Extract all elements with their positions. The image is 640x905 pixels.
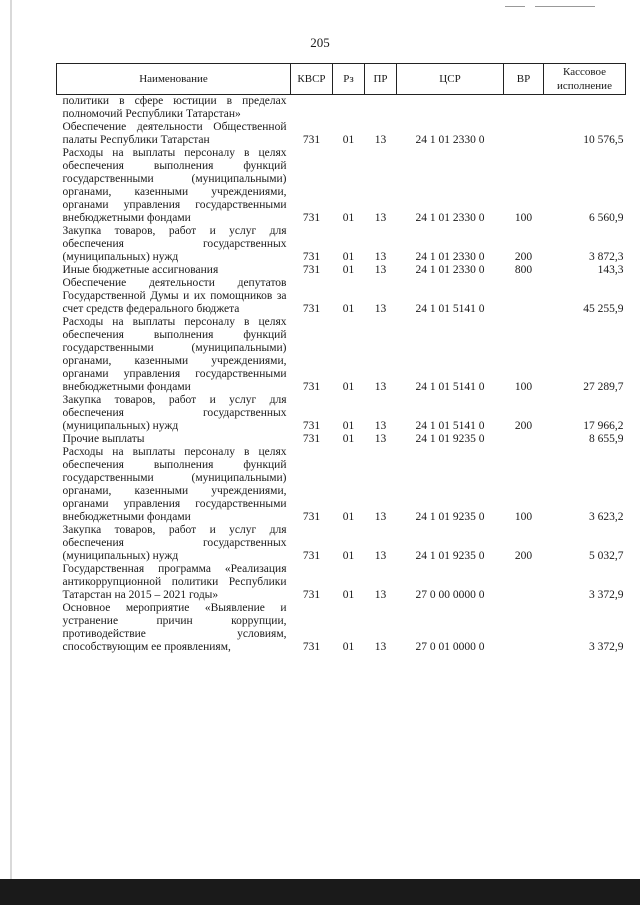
row-kvsr: 731 <box>302 550 321 562</box>
row-kvsr: 731 <box>302 134 321 146</box>
row-kvsr: 731 <box>302 251 321 263</box>
row-kvsr: 731 <box>302 433 321 445</box>
row-name: Расходы на выплаты персоналу в целях обеспечения выполнения функций государственными (муниципальными) органами, казенными учреждениями, органами управления государственными внебюджетными фондами <box>62 446 287 523</box>
row-rz: 01 <box>342 251 355 263</box>
table-row <box>57 225 626 264</box>
row-pr: 13 <box>374 641 387 653</box>
row-amount: 3 372,9 <box>589 641 624 653</box>
page-number: 205 <box>310 35 330 50</box>
header-vr: ВР <box>504 64 544 95</box>
row-csr: 24 1 01 9235 0 <box>415 550 485 562</box>
row-vr <box>504 277 544 316</box>
row-name: Прочие выплаты <box>62 433 145 445</box>
header-kvsr: КВСР <box>291 64 333 95</box>
row-rz <box>333 95 365 122</box>
row-vr: 100 <box>514 381 533 393</box>
row-name: Иные бюджетные ассигнования <box>62 264 219 276</box>
row-csr: 24 1 01 5141 0 <box>415 303 485 315</box>
row-amount: 8 655,9 <box>589 433 624 445</box>
row-kvsr: 731 <box>302 511 321 523</box>
row-name: Расходы на выплаты персоналу в целях обеспечения выполнения функций государственными (муниципальными) органами, казенными учреждениями, органами управления государственными внебюджетными фондами <box>62 147 287 224</box>
row-rz: 01 <box>342 303 355 315</box>
row-amount: 5 032,7 <box>589 550 624 562</box>
table-row <box>57 524 626 563</box>
row-kvsr: 731 <box>302 589 321 601</box>
row-pr: 13 <box>374 511 387 523</box>
row-name: Закупка товаров, работ и услуг для обеспечения государственных (муниципальных) нужд <box>62 225 287 263</box>
row-name: Обеспечение деятельности депутатов Государственной Думы и их помощников за счет средств федерального бюджета <box>62 277 287 315</box>
row-csr: 27 0 01 0000 0 <box>415 641 485 653</box>
row-csr: 24 1 01 2330 0 <box>415 134 485 146</box>
row-kvsr: 731 <box>302 641 321 653</box>
row-amount: 143,3 <box>597 264 624 276</box>
row-csr: 24 1 01 2330 0 <box>415 212 485 224</box>
row-csr: 27 0 00 0000 0 <box>415 589 485 601</box>
table-row <box>57 563 626 602</box>
header-pr: ПР <box>365 64 397 95</box>
row-rz: 01 <box>342 264 355 276</box>
table-row <box>57 602 626 654</box>
row-csr: 24 1 01 2330 0 <box>415 251 485 263</box>
row-name: Расходы на выплаты персоналу в целях обеспечения выполнения функций государственными (муниципальными) органами, казенными учреждениями, органами управления государственными внебюджетными фондами <box>62 316 287 393</box>
row-vr <box>504 602 544 654</box>
row-pr: 13 <box>374 589 387 601</box>
row-name: Обеспечение деятельности Общественной палаты Республики Татарстан <box>62 121 287 146</box>
table-row <box>57 147 626 225</box>
row-csr: 24 1 01 2330 0 <box>415 264 485 276</box>
table-row <box>57 394 626 433</box>
row-csr: 24 1 01 9235 0 <box>415 511 485 523</box>
row-pr: 13 <box>374 420 387 432</box>
row-rz: 01 <box>342 433 355 445</box>
header-amount: Кассовое исполнение <box>544 64 626 95</box>
row-vr: 200 <box>514 550 533 562</box>
row-rz: 01 <box>342 420 355 432</box>
scan-artifact-line <box>505 6 525 7</box>
row-amount: 10 576,5 <box>583 134 624 146</box>
row-amount: 3 872,3 <box>589 251 624 263</box>
row-amount: 45 255,9 <box>583 303 624 315</box>
row-rz: 01 <box>342 589 355 601</box>
row-kvsr: 731 <box>302 420 321 432</box>
row-pr: 13 <box>374 251 387 263</box>
row-vr: 100 <box>514 511 533 523</box>
header-rz: Рз <box>333 64 365 95</box>
row-kvsr: 731 <box>302 303 321 315</box>
table-row <box>57 446 626 524</box>
row-name: Закупка товаров, работ и услуг для обеспечения государственных (муниципальных) нужд <box>62 524 287 562</box>
row-amount: 3 623,2 <box>589 511 624 523</box>
table-row <box>57 95 626 122</box>
row-csr: 24 1 01 5141 0 <box>415 381 485 393</box>
row-amount: 27 289,7 <box>583 381 624 393</box>
row-pr: 13 <box>374 550 387 562</box>
row-csr: 24 1 01 5141 0 <box>415 420 485 432</box>
row-vr: 800 <box>514 264 533 276</box>
row-vr <box>504 121 544 147</box>
row-pr: 13 <box>374 212 387 224</box>
scan-border <box>0 879 640 905</box>
row-rz: 01 <box>342 134 355 146</box>
row-csr <box>397 95 504 122</box>
scan-edge <box>10 0 12 880</box>
row-kvsr: 731 <box>302 264 321 276</box>
header-csr: ЦСР <box>397 64 504 95</box>
row-vr: 200 <box>514 251 533 263</box>
table-row <box>57 433 626 446</box>
table-row <box>57 121 626 147</box>
row-kvsr <box>291 95 333 122</box>
row-amount: 17 966,2 <box>583 420 624 432</box>
table-row <box>57 316 626 394</box>
row-pr: 13 <box>374 264 387 276</box>
row-pr <box>365 95 397 122</box>
row-vr <box>504 563 544 602</box>
row-name: Государственная программа «Реализация антикоррупционной политики Республики Татарстан на 2015 – 2021 годы» <box>62 563 287 601</box>
row-pr: 13 <box>374 381 387 393</box>
row-amount: 6 560,9 <box>589 212 624 224</box>
scan-artifact-line <box>535 6 595 7</box>
row-kvsr: 731 <box>302 212 321 224</box>
row-kvsr: 731 <box>302 381 321 393</box>
row-vr: 200 <box>514 420 533 432</box>
row-csr: 24 1 01 9235 0 <box>415 433 485 445</box>
row-amount: 3 372,9 <box>589 589 624 601</box>
header-name: Наименование <box>57 64 291 95</box>
row-pr: 13 <box>374 134 387 146</box>
row-rz: 01 <box>342 381 355 393</box>
row-name: политики в сфере юстиции в пределах полномочий Республики Татарстан» <box>62 95 287 120</box>
row-name: Основное мероприятие «Выявление и устранение причин коррупции, противодействие условиям, способствующим ее проявлениям, <box>62 602 287 653</box>
row-vr: 100 <box>514 212 533 224</box>
row-rz: 01 <box>342 511 355 523</box>
table-row <box>57 264 626 277</box>
table-header-row <box>57 64 626 95</box>
row-name: Закупка товаров, работ и услуг для обеспечения государственных (муниципальных) нужд <box>62 394 287 432</box>
row-vr <box>504 433 544 446</box>
row-pr: 13 <box>374 303 387 315</box>
row-pr: 13 <box>374 433 387 445</box>
row-rz: 01 <box>342 550 355 562</box>
row-rz: 01 <box>342 641 355 653</box>
row-amount <box>544 95 626 122</box>
row-vr <box>504 95 544 122</box>
table-row <box>57 277 626 316</box>
row-rz: 01 <box>342 212 355 224</box>
budget-table <box>56 63 626 654</box>
